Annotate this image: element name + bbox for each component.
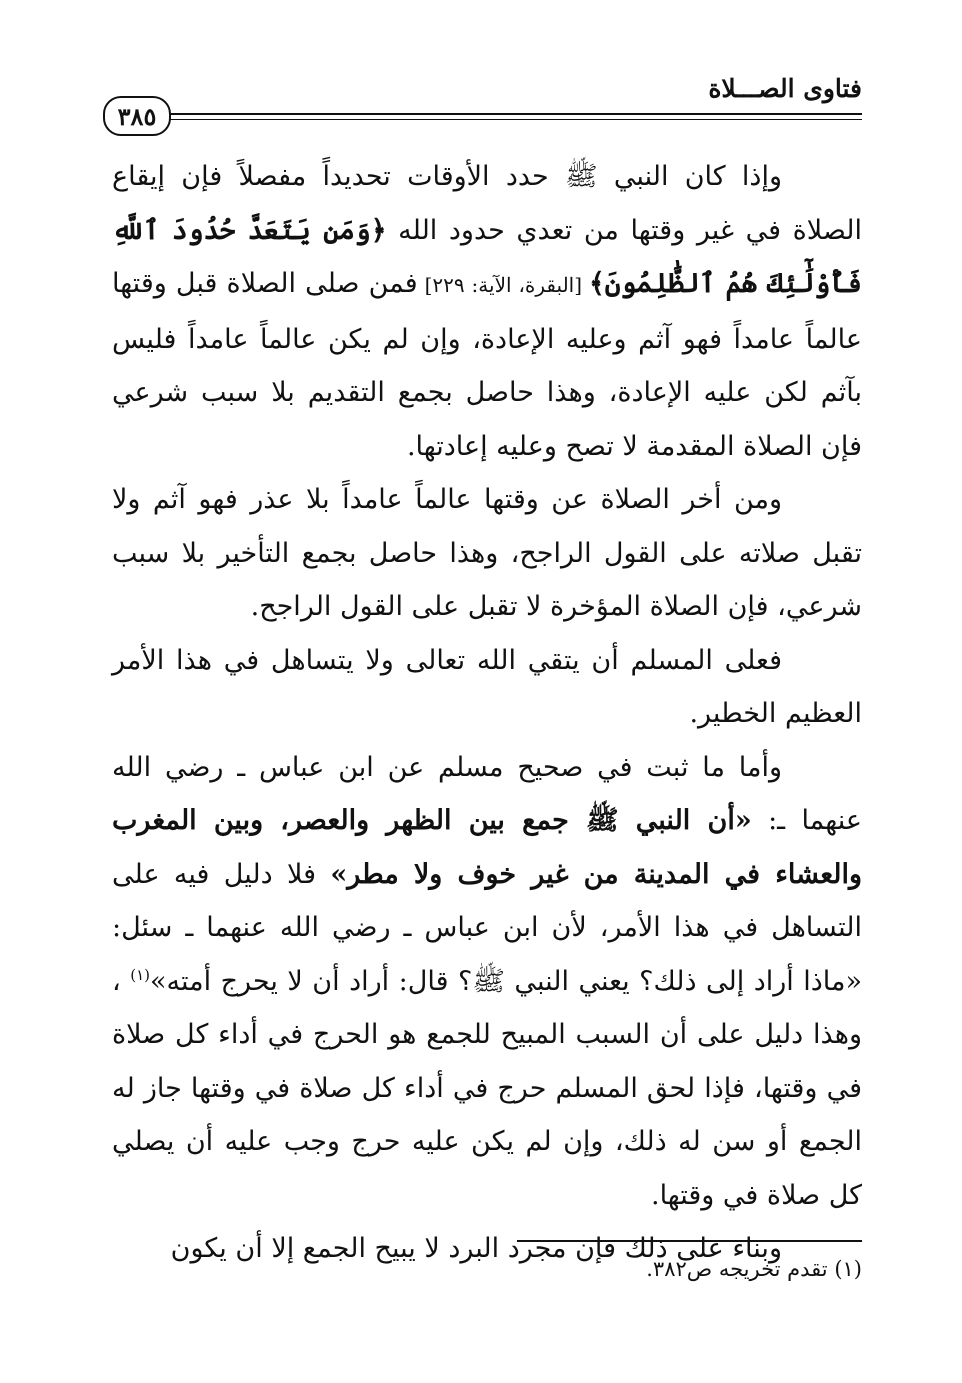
paragraph-text: وإذا كان النبي ﷺ حدد الأوقات تحديداً مفصلاً فإن إيقاع الصلاة في غير وقتها من تعدي حدود الله: [112, 161, 863, 246]
paragraph-5: وبناء على ذلك فإن مجرد البرد لا يبيح الجمع إلا أن يكون: [170, 1233, 782, 1264]
paragraph-text: فمن صلى الصلاة قبل وقتها عالماً عامداً فهو آثم وعليه الإعادة، وإن لم يكن عالماً عامداً فليس بآثم لكن عليه الإعادة، وهذا حاصل بجمع التقديم بلا سبب شرعي فإن الصلاة المقدمة لا تصح وعليه إعادتها.: [112, 268, 862, 462]
running-header-title: فتاوى الصـــلاة: [708, 74, 862, 103]
paragraph-3: فعلى المسلم أن يتقي الله تعالى ولا يتساهل في هذا الأمر العظيم الخطير.: [112, 644, 862, 729]
hadith-quote: «أن النبي ﷺ جمع بين الظهر والعصر، وبين المغرب والعشاء في المدينة من غير خوف ولا مطر»: [112, 805, 862, 890]
paragraph-text: فلا دليل فيه على التساهل في هذا الأمر، لأن ابن عباس ـ رضي الله عنهما ـ سئل: «ماذا أراد إلى ذلك؟ يعني النبي ﷺ؟ قال: أراد أن لا يحرج أمته»: [112, 858, 862, 997]
body-text: [112, 150, 862, 1276]
paragraph-2: ومن أخر الصلاة عن وقتها عالماً عامداً بلا عذر فهو آثم ولا تقبل صلاته على القول الراجح، وهذا حاصل بجمع التأخير بلا سبب شرعي، فإن الصلاة المؤخرة لا تقبل على القول الراجح.: [112, 484, 862, 622]
footnote: (١) تقدم تخريجه ص٣٨٢.: [646, 1257, 862, 1281]
footnote-marker: (١): [130, 965, 150, 984]
paragraph-4: [112, 741, 862, 1223]
paragraph-text: وأما ما ثبت في صحيح مسلم عن ابن عباس ـ رضي الله عنهما ـ:: [112, 751, 862, 836]
quran-verse: ﴿وَمَن يَتَعَدَّ حُدُودَ ٱللَّهِ فَأُوْلَٰٓئِكَ هُمُ ٱلظَّٰلِمُونَ﴾: [112, 214, 862, 299]
paragraph-text: ، وهذا دليل على أن السبب المبيح للجمع هو الحرج في أداء كل صلاة في وقتها، فإذا لحق المسلم حرج في أداء كل صلاة في وقتها جاز له الجمع أو سن له ذلك، وإن لم يكن عليه حرج وجب عليه أن يصلي كل صلاة في وقتها.: [112, 965, 862, 1211]
header-rule-thin: [165, 119, 862, 120]
header-rule: [165, 113, 862, 115]
verse-reference: [البقرة، الآية: ٢٢٩]: [417, 273, 589, 297]
paragraph-1: [112, 150, 862, 473]
footnote-separator: [517, 1240, 862, 1242]
page-number-badge: ٣٨٥: [103, 96, 171, 136]
